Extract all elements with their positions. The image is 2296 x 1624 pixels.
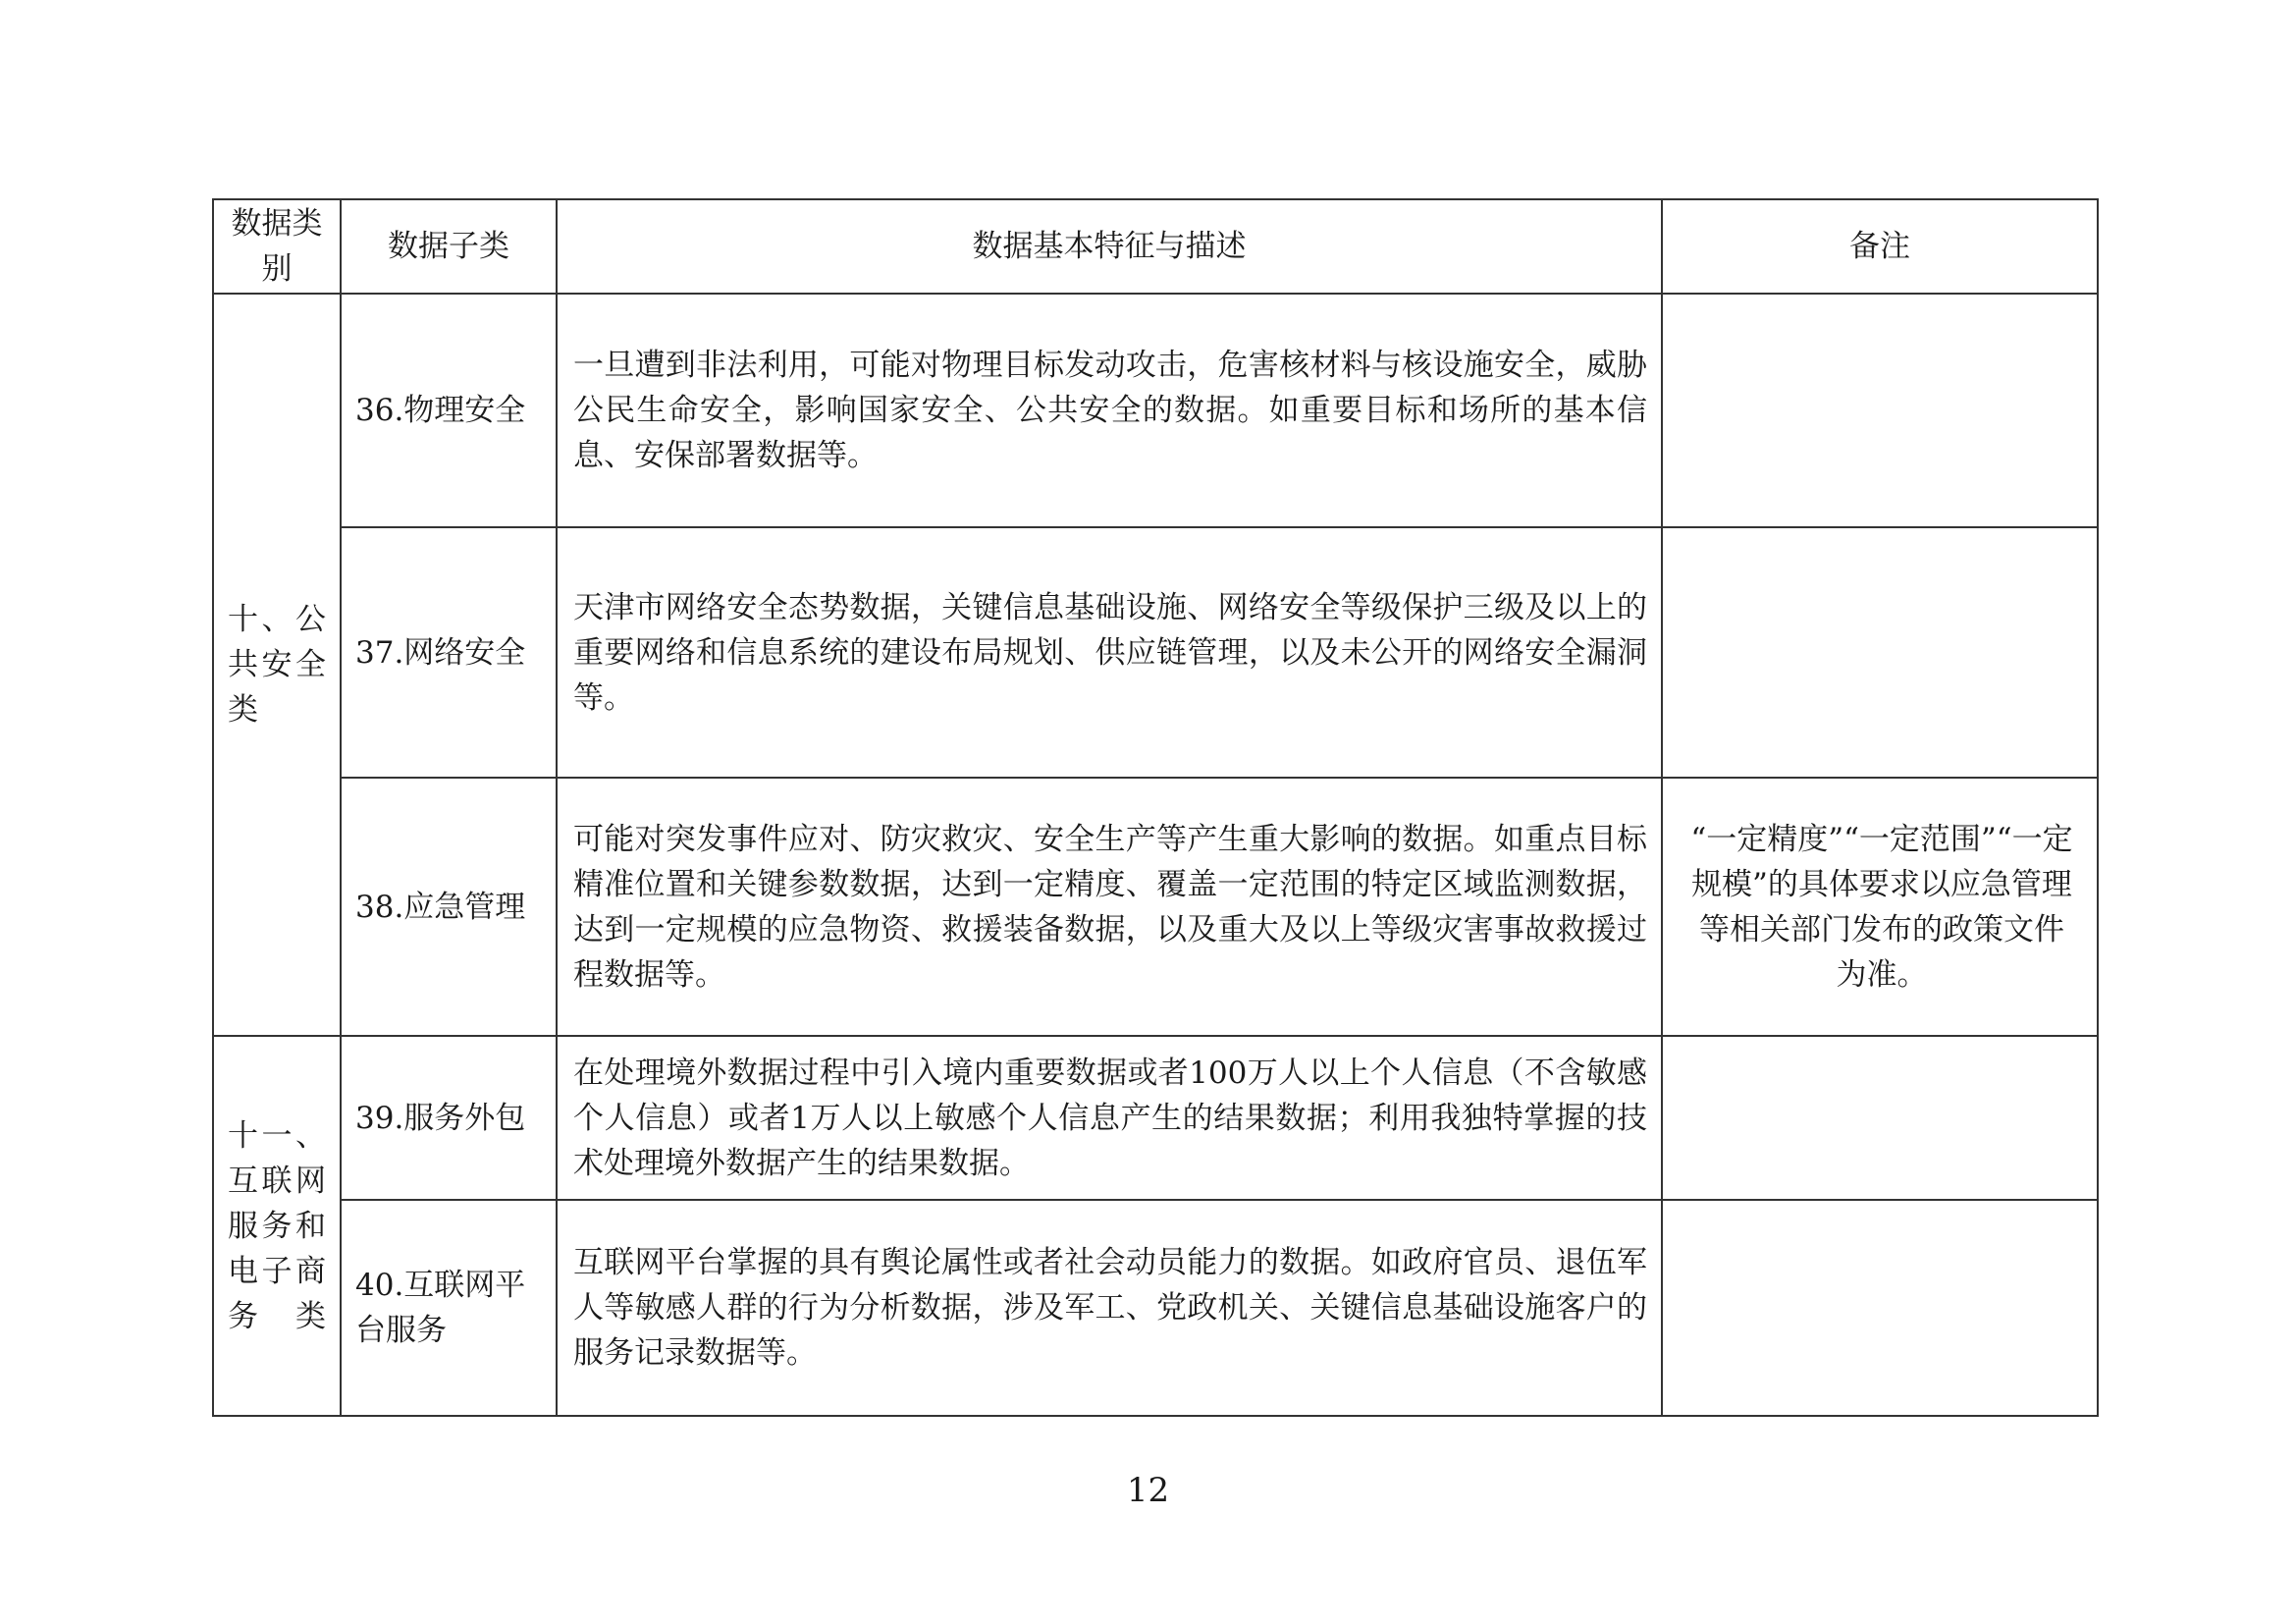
remarks-cell [1662,1036,2098,1200]
subcategory-cell: 36.物理安全 [341,294,557,527]
remarks-cell [1662,1200,2098,1416]
data-classification-table [212,198,2099,1417]
remarks-cell [1662,527,2098,778]
table-row [213,294,2098,527]
description-cell: 互联网平台掌握的具有舆论属性或者社会动员能力的数据。如政府官员、退伍军人等敏感人群的行为分析数据，涉及军工、党政机关、关键信息基础设施客户的服务记录数据等。 [557,1200,1662,1416]
table-row [213,1036,2098,1200]
description-cell: 在处理境外数据过程中引入境内重要数据或者100万人以上个人信息（不含敏感个人信息）或者1万人以上敏感个人信息产生的结果数据；利用我独特掌握的技术处理境外数据产生的结果数据。 [557,1036,1662,1200]
description-cell: 天津市网络安全态势数据，关键信息基础设施、网络安全等级保护三级及以上的重要网络和信息系统的建设布局规划、供应链管理，以及未公开的网络安全漏洞等。 [557,527,1662,778]
header-remarks: 备注 [1662,199,2098,294]
subcategory-cell: 40.互联网平台服务 [341,1200,557,1416]
table-row [213,527,2098,778]
header-description: 数据基本特征与描述 [557,199,1662,294]
category-cell-public-security: 十、公共安全类 [213,294,341,1036]
subcategory-cell: 39.服务外包 [341,1036,557,1200]
table-row [213,778,2098,1036]
header-subcategory: 数据子类 [341,199,557,294]
description-cell: 一旦遭到非法利用，可能对物理目标发动攻击，危害核材料与核设施安全，威胁公民生命安全，影响国家安全、公共安全的数据。如重要目标和场所的基本信息、安保部署数据等。 [557,294,1662,527]
table-row [213,1200,2098,1416]
subcategory-cell: 38.应急管理 [341,778,557,1036]
table-header-row [213,199,2098,294]
remarks-cell [1662,294,2098,527]
header-category: 数据类别 [213,199,341,294]
description-cell: 可能对突发事件应对、防灾救灾、安全生产等产生重大影响的数据。如重点目标精准位置和关键参数数据，达到一定精度、覆盖一定范围的特定区域监测数据，达到一定规模的应急物资、救援装备数据，以及重大及以上等级灾害事故救援过程数据等。 [557,778,1662,1036]
subcategory-cell: 37.网络安全 [341,527,557,778]
category-cell-internet-services: 十一、互联网服务和电子商务类 [213,1036,341,1416]
remarks-cell: “一定精度”“一定范围”“一定规模”的具体要求以应急管理等相关部门发布的政策文件为准。 [1662,778,2098,1036]
page-number: 12 [1126,1471,1170,1510]
